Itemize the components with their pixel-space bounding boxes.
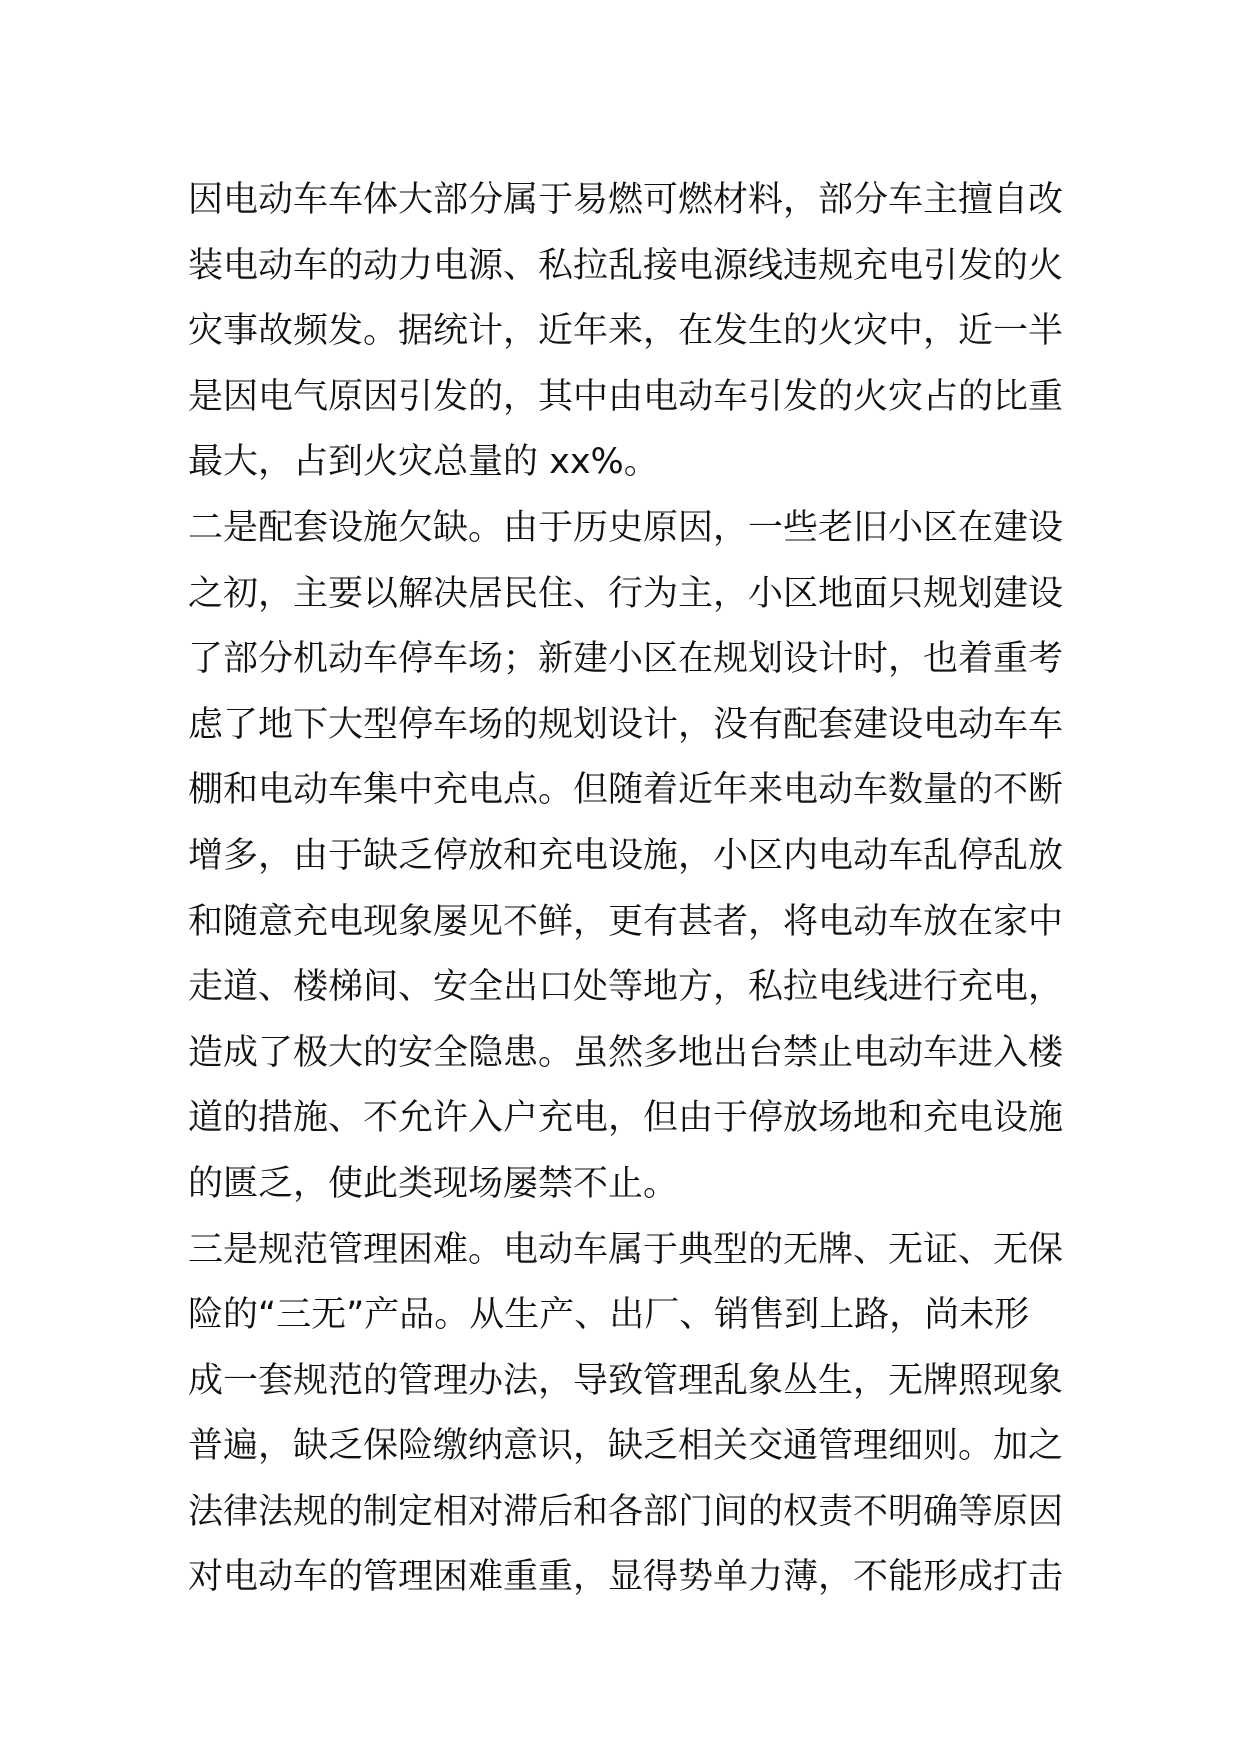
text-line: 的匮乏，使此类现场屡禁不止。 — [188, 1163, 679, 1204]
text-line: 增多，由于缺乏停放和充电设施，小区内电动车乱停乱放 — [188, 835, 1064, 876]
text-line: 走道、楼梯间、安全出口处等地方，私拉电线进行充电， — [188, 967, 1064, 1008]
text-line: 法律法规的制定相对滞后和各部门间的权责不明确等原因 — [188, 1491, 1064, 1532]
body-text — [188, 168, 1068, 1611]
text-line: 和随意充电现象屡见不鲜，更有甚者，将电动车放在家中 — [188, 901, 1064, 942]
text-line: 之初，主要以解决居民住、行为主，小区地面只规划建设 — [188, 573, 1064, 614]
text-line: 最大，占到火灾总量的 xx%。 — [188, 442, 659, 483]
text-line: 对电动车的管理困难重重，显得势单力薄，不能形成打击 — [188, 1557, 1064, 1598]
text-line: 灾事故频发。据统计，近年来，在发生的火灾中，近一半 — [188, 311, 1064, 352]
text-line: 险的“三无”产品。从生产、出厂、销售到上路，尚未形 — [188, 1295, 1030, 1336]
text-line: 成一套规范的管理办法，导致管理乱象丛生，无牌照现象 — [188, 1360, 1064, 1401]
text-line: 是因电气原因引发的，其中由电动车引发的火灾占的比重 — [188, 376, 1064, 417]
text-line: 装电动车的动力电源、私拉乱接电源线违规充电引发的火 — [188, 245, 1064, 286]
text-line: 因电动车车体大部分属于易燃可燃材料，部分车主擅自改 — [188, 180, 1064, 220]
text-line: 造成了极大的安全隐患。虽然多地出台禁止电动车进入楼 — [188, 1032, 1064, 1073]
text-line: 道的措施、不允许入户充电，但由于停放场地和充电设施 — [188, 1098, 1064, 1139]
text-line: 虑了地下大型停车场的规划设计，没有配套建设电动车车 — [188, 704, 1064, 745]
text-line: 二是配套设施欠缺。由于历史原因，一些老旧小区在建设 — [188, 507, 1064, 548]
text-line: 三是规范管理困难。电动车属于典型的无牌、无证、无保 — [188, 1229, 1064, 1270]
text-line: 普遍，缺乏保险缴纳意识，缺乏相关交通管理细则。加之 — [188, 1426, 1064, 1467]
text-line: 棚和电动车集中充电点。但随着近年来电动车数量的不断 — [188, 770, 1064, 811]
text-line: 了部分机动车停车场；新建小区在规划设计时，也着重考 — [188, 639, 1064, 680]
